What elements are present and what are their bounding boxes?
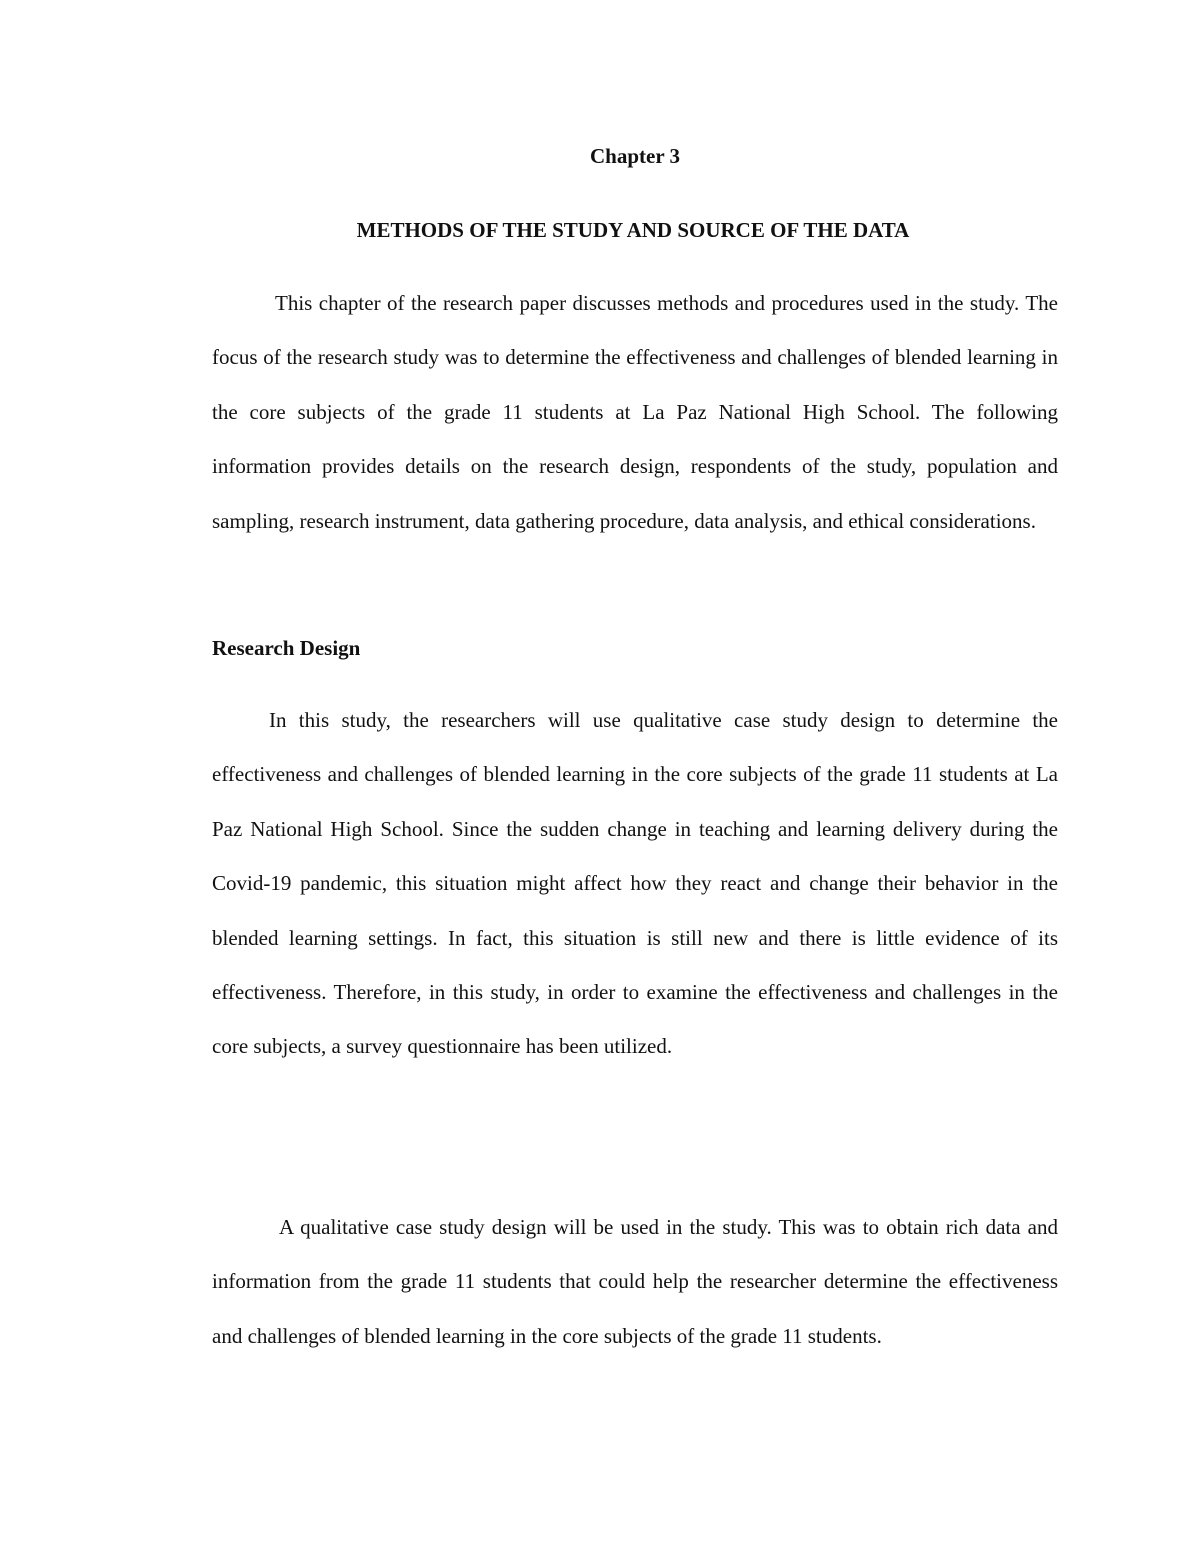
research-design-paragraph: In this study, the researchers will use qualitative case study design to determine the effectiveness and challenges of blended learning in the core subjects of the grade 11 students at La Paz National High School. Since the sudden change in teaching and learning delivery during the Covid-19 pandemic, this situation might affect how they react and change their behavior in the blended learning settings. In fact, this situation is still new and there is little evidence of its effectiveness. Therefore, in this study, in order to examine the effectiveness and challenges in the core subjects, a survey questionnaire has been utilized. <box>212 708 1058 1059</box>
section-heading-research-design: Research Design <box>212 636 361 660</box>
intro-paragraph: This chapter of the research paper discusses methods and procedures used in the study. The focus of the research study was to determine the effectiveness and challenges of blended learning in the core subjects of the grade 11 students at La Paz National High School. The following information provides details on the research design, respondents of the study, population and sampling, research instrument, data gathering procedure, data analysis, and ethical considerations. <box>212 291 1058 533</box>
chapter-title: METHODS OF THE STUDY AND SOURCE OF THE DATA <box>356 218 910 242</box>
case-study-paragraph: A qualitative case study design will be used in the study. This was to obtain rich data and information from the grade 11 students that could help the researcher determine the effectiveness and challenges of blended learning in the core subjects of the grade 11 students. <box>212 1215 1058 1348</box>
chapter-label: Chapter 3 <box>589 144 681 168</box>
